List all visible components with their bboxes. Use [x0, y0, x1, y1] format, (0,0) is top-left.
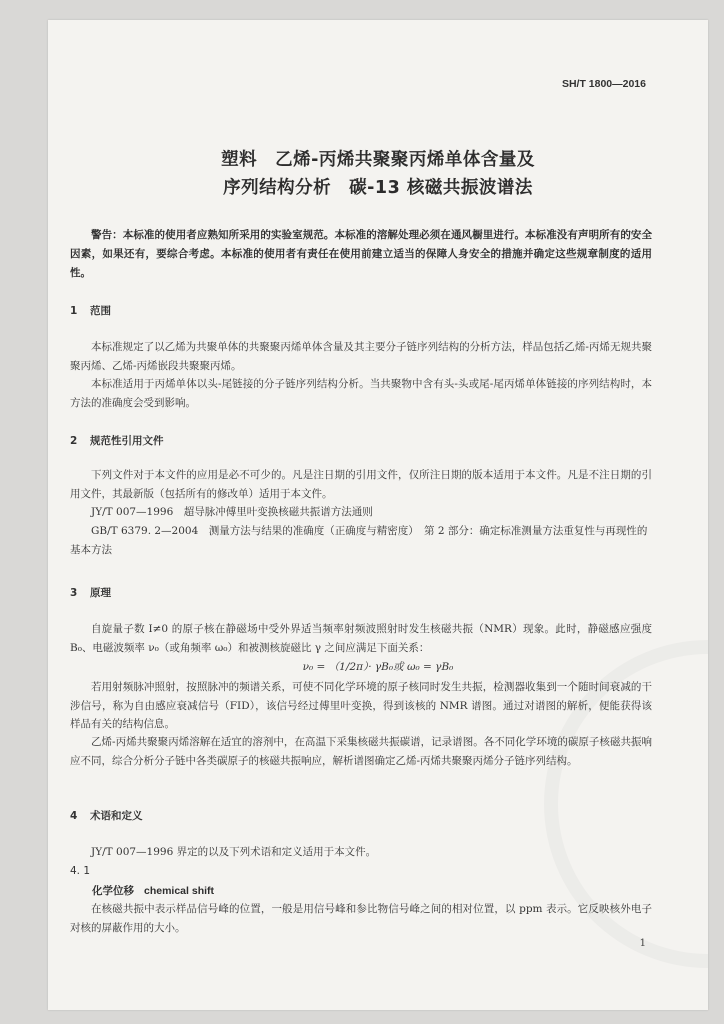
section-number: 1 — [70, 305, 78, 317]
reference-gbt-6379: GB/T 6379. 2—2004 测量方法与结果的准确度（正确度与精密度） 第 2 部分：确定标准测量方法重复性与再现性的基本方法 — [70, 525, 648, 556]
section-1-paragraph-1: 本标准规定了以乙烯为共聚单体的共聚聚丙烯单体含量及其主要分子链序列结构的分析方法，样品包括乙烯-丙烯无规共聚聚丙烯、乙烯-丙烯嵌段共聚聚丙烯。 — [70, 341, 652, 372]
section-number: 4 — [70, 810, 78, 822]
nmr-formula: ν₀ = （1/2π）· γB₀或 ω₀ = γB₀ — [302, 661, 454, 673]
section-1-heading — [70, 303, 111, 318]
section-number: 2 — [70, 435, 78, 447]
subsection-4-1-number: 4. 1 — [70, 865, 91, 877]
section-4-heading — [70, 808, 143, 823]
reference-jyt-007: JY/T 007—1996 超导脉冲傅里叶变换核磁共振谱方法通则 — [91, 506, 373, 518]
section-title: 术语和定义 — [90, 810, 143, 822]
document-title-line-2: 序列结构分析 碳-13 核磁共振波谱法 — [223, 178, 533, 198]
standard-code: SH/T 1800—2016 — [561, 78, 646, 90]
document-title-line-1: 塑料 乙烯-丙烯共聚聚丙烯单体含量及 — [221, 150, 535, 170]
section-3-heading — [70, 585, 111, 600]
section-2-paragraph-1: 下列文件对于本文件的应用是必不可少的。凡是注日期的引用文件，仅所注日期的版本适用于本文件。凡是不注日期的引用文件，其最新版（包括所有的修改单）适用于本文件。 — [70, 469, 652, 500]
section-title: 原理 — [90, 587, 111, 599]
section-3-paragraph-3: 乙烯-丙烯共聚聚丙烯溶解在适宜的溶剂中，在高温下采集核磁共振碳谱，记录谱图。各不同化学环境的碳原子核磁共振响应不同，综合分析分子链中各类碳原子的核磁共振响应，解析谱图确定乙烯-丙烯共聚聚丙烯分子链序列结构。 — [70, 736, 652, 767]
term-definition: 在核磁共振中表示样品信号峰的位置，一般是用信号峰和参比物信号峰之间的相对位置，以 ppm 表示。它反映核外电子对核的屏蔽作用的大小。 — [70, 903, 652, 934]
warning-paragraph: 警告：本标准的使用者应熟知所采用的实验室规范。本标准的溶解处理必须在通风橱里进行。本标准没有声明所有的安全因素，如果还有，要综合考虑。本标准的使用者有责任在使用前建立适当的保障人身安全的措施并确定这些规章制度的适用性。 — [70, 229, 652, 279]
section-1-paragraph-2: 本标准适用于丙烯单体以头-尾链接的分子链序列结构分析。当共聚物中含有头-头或尾-尾丙烯单体链接的序列结构时，本方法的准确度会受到影响。 — [70, 378, 652, 409]
section-number: 3 — [70, 587, 78, 599]
term-heading — [92, 883, 214, 898]
term-chinese: 化学位移 — [92, 885, 134, 897]
document-page — [48, 20, 708, 1010]
section-3-paragraph-2: 若用射频脉冲照射，按照脉冲的频谱关系，可使不同化学环境的原子核同时发生共振，检测器收集到一个随时间衰减的干涉信号，称为自由感应衰减信号（FID），该信号经过傅里叶变换，得到该核的 NMR 谱图。通过对谱图的解析，便能获得该样品有关的结构信息。 — [70, 681, 652, 730]
page-number: 1 — [639, 938, 646, 949]
section-2-heading — [70, 433, 164, 448]
section-title: 规范性引用文件 — [90, 435, 164, 447]
term-english: chemical shift — [144, 885, 215, 897]
section-4-paragraph-1: JY/T 007—1996 界定的以及下列术语和定义适用于本文件。 — [91, 846, 377, 858]
section-3-paragraph-1: 自旋量子数 I≠0 的原子核在静磁场中受外界适当频率射频波照射时发生核磁共振（NMR）现象。此时，静磁感应强度 B₀、电磁波频率 ν₀（或角频率 ω₀）和被测核旋磁比 γ 之间应满足下面关系： — [70, 623, 652, 654]
section-title: 范围 — [90, 305, 111, 317]
